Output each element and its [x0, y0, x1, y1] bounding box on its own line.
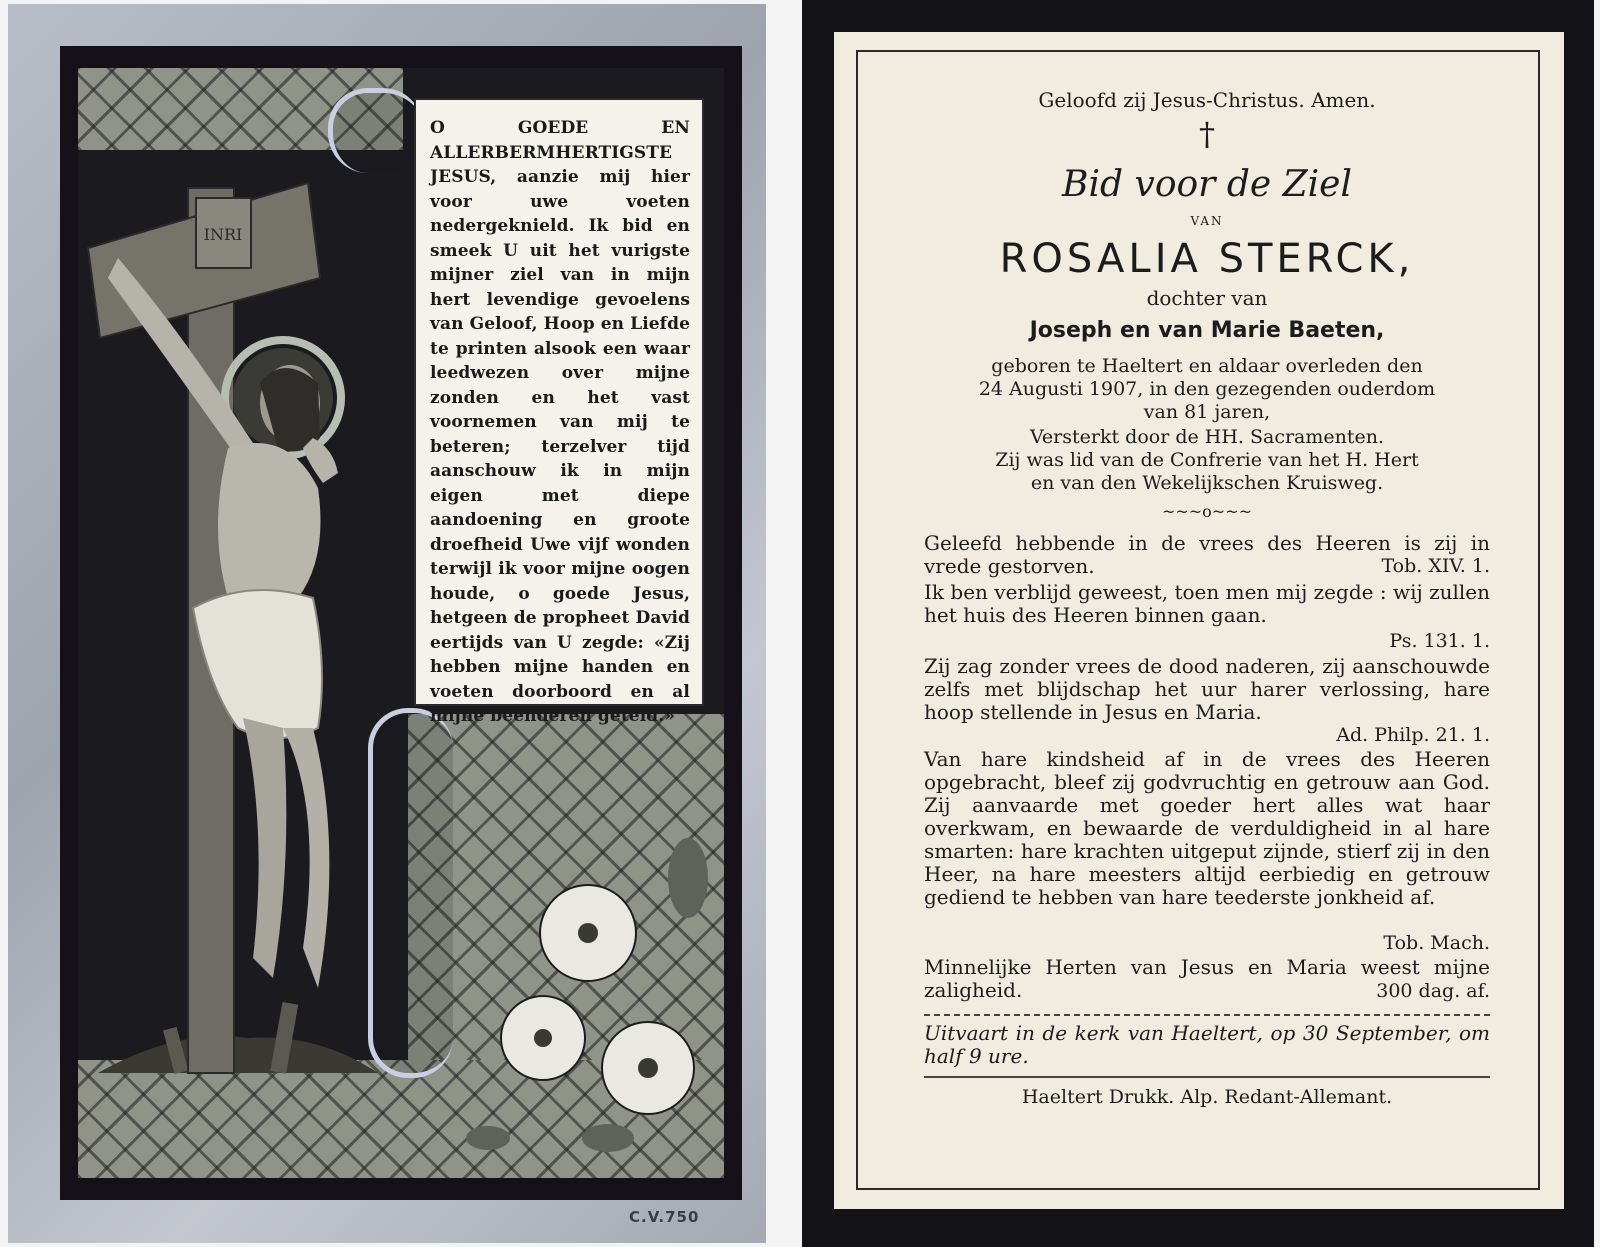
member-line-2: en van den Wekelijkschen Kruisweg.	[1030, 472, 1384, 494]
right-card-memorial	[802, 0, 1594, 1247]
birth-line-3: van 81 jaren,	[1143, 401, 1271, 423]
funeral-notice: Uitvaart in de kerk van Haeltert, op 30 September, om half 9 ure.	[924, 1021, 1490, 1068]
printer-line: Haeltert Drukk. Alp. Redant-Allemant.	[1021, 1086, 1393, 1108]
verse-2-ref: Ps. 131. 1.	[1389, 630, 1490, 652]
deceased-name: ROSALIA STERCK,	[999, 236, 1415, 282]
header-line: Geloofd zij Jesus-Christus. Amen.	[1038, 88, 1376, 112]
inri-inscription: INRI	[203, 225, 243, 244]
daughter-of: dochter van	[1146, 286, 1268, 310]
verse-3-text: Zij zag zonder vrees de dood naderen, zij aanschouwde zelfs met blijdschap het uur harer verlossing, hare hoop stellende in Jesus en Maria.	[924, 654, 1490, 724]
card-illustration	[78, 68, 724, 1178]
flower-illustration	[458, 838, 718, 1168]
verse-4-ref: Tob. Mach.	[1383, 932, 1490, 954]
cross-icon: †	[1199, 115, 1215, 153]
bid-voor-de-ziel: Bid voor de Ziel	[1062, 164, 1352, 205]
birth-line-1: geboren te Haeltert en aldaar overleden den	[991, 355, 1423, 377]
card-code: C.V.750	[629, 1208, 700, 1226]
prayer-text: O GOEDE EN ALLERBERMHERTIGSTE JESUS, aanzie mij hier voor uwe voeten nedergeknield. Ik bid en smeek U uit het vurigste mijner ziel van in mijn hert levendige gevoelens van Geloof, Hoop en Liefde te printen alsook een waar leedwezen over mijne zonden en het vast voornemen van mij te beteren; terzelver tijd aanschouw ik in mijn eigen met diepe aandoening en groote droefheid Uwe vijf wonden terwijl ik voor mijne oogen houde, o goede Jesus, hetgeen de propheet David eertijds van U zegde: «Zij hebben mijne handen en voeten doorboord en al mijne beenderen geteld.»	[430, 118, 690, 726]
parents-names: Joseph en van Marie Baeten,	[1029, 318, 1385, 343]
memorial-paper	[834, 32, 1564, 1209]
verse-3-ref: Ad. Philp. 21. 1.	[1336, 724, 1490, 746]
divider-line	[924, 1014, 1490, 1016]
verse-4-text: Van hare kindsheid af in de vrees des Heeren opgebracht, bleef zij godvruchtig en getrouw aan God. Zij aanvaarde met goeder hert alles wat haar overkwam, en bewaarde de verduldigheid in al hare smarten: hare krachten uitgeput zijnde, stierf zij in den Heer, na hare meesters altijd eerbiedig en getrouw gediend te hebben van hare teederste jonkheid af.	[924, 747, 1490, 909]
verse-5-text: Minnelijke Herten van Jesus en Maria weest mijne zaligheid.	[924, 955, 1490, 1002]
verse-5-ref: 300 dag. af.	[1376, 980, 1490, 1002]
verse-1-text: Geleefd hebbende in de vrees des Heeren is zij in vrede gestorven.	[924, 531, 1490, 578]
crucifix-illustration	[78, 128, 408, 1088]
black-frame	[60, 46, 742, 1200]
member-line-1: Zij was lid van de Confrerie van het H. Hert	[995, 449, 1419, 471]
prayer-text-box	[414, 98, 704, 726]
sacraments-line: Versterkt door de HH. Sacramenten.	[1029, 426, 1385, 448]
van-label: VAN	[1190, 214, 1224, 228]
divider-line	[924, 1076, 1490, 1078]
verse-1-ref: Tob. XIV. 1.	[1381, 555, 1490, 577]
left-card-image	[8, 4, 766, 1243]
birth-line-2: 24 Augusti 1907, in den gezegenden ouderdom	[978, 378, 1436, 400]
verse-2-text: Ik ben verblijd geweest, toen men mij zegde : wij zullen het huis des Heeren binnen gaan.	[924, 580, 1490, 627]
ornament-divider: ~~~o~~~	[1161, 502, 1253, 521]
